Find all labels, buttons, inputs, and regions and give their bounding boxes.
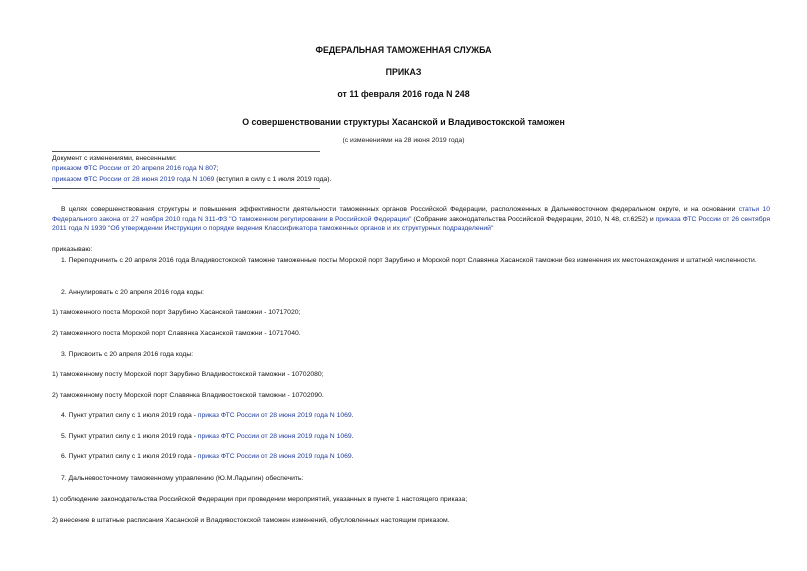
preamble-text-1: В целях совершенствования структуры и повышения эффективности деятельности таможенных органов Российской Федерации, расположенных в Дальневосточном федеральном округе, и на основании (61, 206, 739, 213)
preamble-text-2: (Собрание законодательства Российской Федерации, 2010, N 48, ст.6252) и (411, 215, 656, 223)
item-6-link[interactable]: приказ ФТС России от 28 июня 2019 года N 1069 (197, 453, 352, 460)
item-3: 3. Присвоить с 20 апреля 2016 года коды: (61, 351, 194, 358)
item-5-text: 5. Пункт утратил силу с 1 июля 2019 года - (61, 433, 198, 440)
amendment-link-1069[interactable]: приказом ФТС России от 28 июня 2019 года N 1069 (52, 176, 215, 183)
amendment-line-1-tail: ; (216, 165, 219, 172)
item-3-2: 2) таможенному посту Морской порт Славянка Владивостокской таможни - 10702090. (52, 392, 324, 399)
item-1: 1. Переподчинить с 20 апреля 2016 года Владивостокской таможне таможенные посты Морской порт Зарубино и Морской порт Славянка Хасанской таможни без изменения их местонахождения и штатной численности. (61, 257, 757, 264)
item-5-link[interactable]: приказ ФТС России от 28 июня 2019 года N 1069 (197, 433, 352, 440)
agency-title: ФЕДЕРАЛЬНАЯ ТАМОЖЕННАЯ СЛУЖБА (315, 45, 492, 55)
item-5 (61, 432, 354, 442)
amendment-line-2-tail: (вступил в силу с 1 июля 2019 года). (214, 176, 332, 183)
order-word: приказываю: (52, 246, 93, 253)
item-7-1: 1) соблюдение законодательства Российской Федерации при проведении мероприятий, указанных в пункте 1 настоящего приказа; (52, 496, 468, 503)
document-title: О совершенствовании структуры Хасанской и Владивостокской таможен (242, 117, 565, 127)
document-type: ПРИКАЗ (385, 67, 422, 77)
amendment-link-807[interactable]: приказом ФТС России от 20 апреля 2016 года N 807 (52, 165, 217, 172)
preamble-law-link[interactable]: статьи 10 Федерального закона от 27 ноября 2010 года N 311-ФЗ "О таможенном регулировании в Российской Федерации" (52, 206, 770, 223)
item-6-text: 6. Пункт утратил силу с 1 июля 2019 года - (61, 453, 198, 460)
item-4-text: 4. Пункт утратил силу с 1 июля 2019 года - (61, 412, 198, 419)
item-2-2: 2) таможенного поста Морской порт Славянка Хасанской таможни - 10717040. (52, 330, 301, 337)
amendments-top-rule (52, 151, 320, 152)
preamble-order-link[interactable]: приказа ФТС России от 26 сентября 2011 года N 1939 "Об утверждении Инструкции о порядке ведения Классификатора таможенных органов и их структурных подразделений" (52, 215, 771, 233)
item-7: 7. Дальневосточному таможенному управлению (Ю.М.Ладыгин) обеспечить: (61, 475, 304, 482)
item-6-dot: . (351, 453, 354, 460)
item-3-1: 1) таможенному посту Морской порт Зарубино Владивостокской таможни - 10702080; (52, 371, 324, 378)
item-2: 2. Аннулировать с 20 апреля 2016 года коды: (61, 289, 204, 296)
item-4 (61, 411, 354, 421)
amendments-bottom-rule (52, 188, 320, 189)
amendment-line-1 (52, 164, 219, 174)
item-5-dot: . (351, 433, 354, 440)
item-2-1: 1) таможенного поста Морской порт Зарубино Хасанской таможни - 10717020; (52, 309, 301, 316)
amendment-line-2 (52, 175, 331, 185)
item-4-dot: . (351, 412, 354, 419)
edition-note: (с изменениями на 28 июня 2019 года) (342, 137, 465, 144)
item-4-link[interactable]: приказ ФТС России от 28 июня 2019 года N 1069 (197, 412, 352, 419)
preamble-paragraph (52, 205, 770, 234)
item-6 (61, 452, 354, 462)
item-7-2: 2) внесение в штатные расписания Хасанской и Владивостокской таможен изменений, обусловленных настоящим приказом. (52, 517, 450, 524)
amendments-intro: Документ с изменениями, внесенными: (52, 155, 177, 162)
document-date: от 11 февраля 2016 года N 248 (337, 89, 470, 99)
